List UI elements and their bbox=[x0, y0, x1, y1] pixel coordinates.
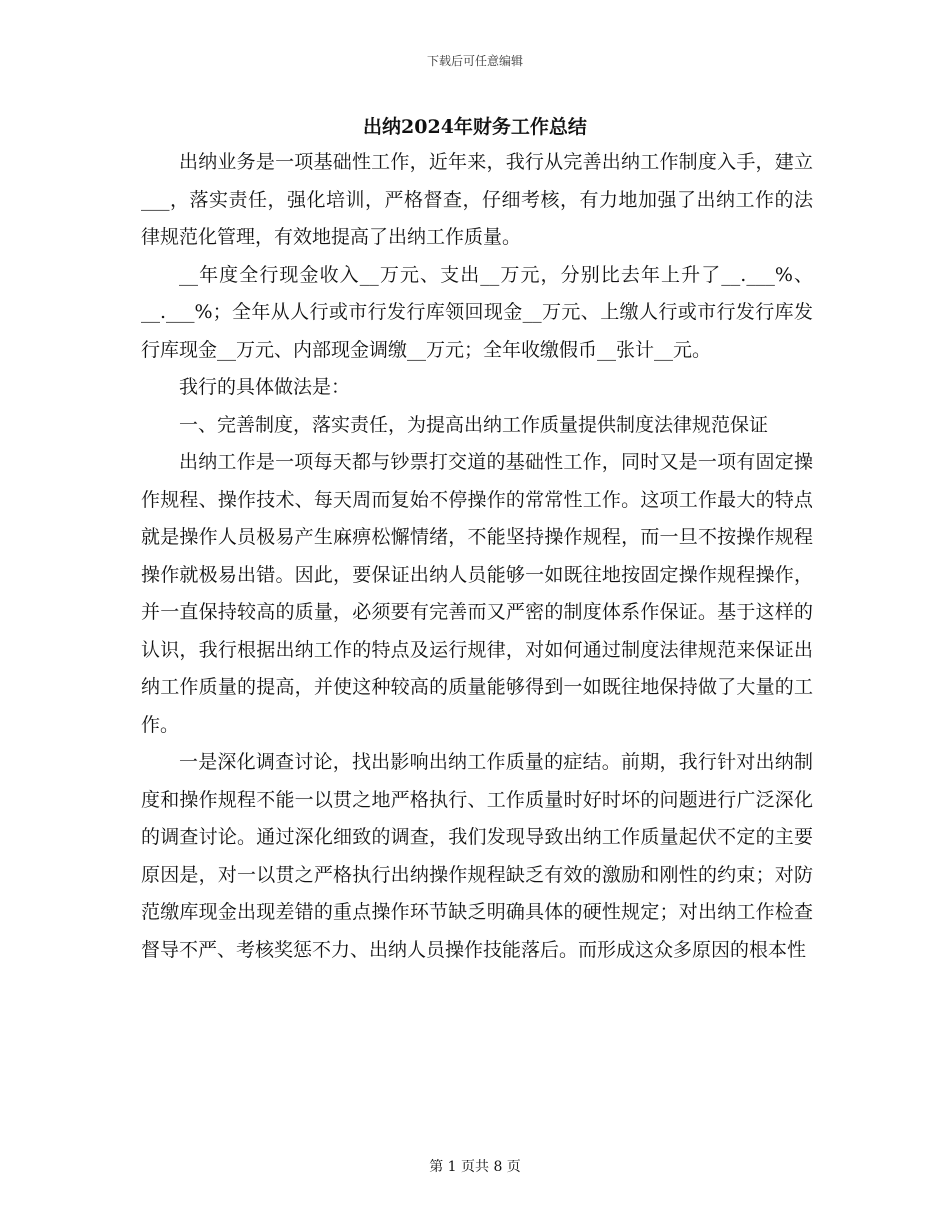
paragraph-statistics: __年度全行现金收入__万元、支出__万元，分别比去年上升了__.___%、__.___%；全年从人行或市行发行库领回现金__万元、上缴人行或市行发行库发行库现金__万元、内部现金调缴__万元；全年收缴假币__张计__元。 bbox=[141, 263, 813, 361]
paragraph-section-1-point-1: 一是深化调查讨论，找出影响出纳工作质量的症结。前期，我行针对出纳制度和操作规程不能一以贯之地严格执行、工作质量时好时坏的问题进行广泛深化的调查讨论。通过深化细致的调查，我们发现导致出纳工作质量起伏不定的主要原因是，对一以贯之严格执行出纳操作规程缺乏有效的激励和刚性的约束；对防范缴库现金出现差错的重点操作环节缺乏明确具体的硬性规定；对出纳工作检查督导不严、考核奖惩不力、出纳人员操作技能落后。而形成这众多原因的根本性 bbox=[141, 751, 813, 961]
paragraph-intro: 出纳业务是一项基础性工作，近年来，我行从完善出纳工作制度入手，建立___，落实责任，强化培训，严格督查，仔细考核，有力地加强了出纳工作的法律规范化管理，有效地提高了出纳工作质量。 bbox=[141, 151, 813, 248]
paragraph-section-1-body: 出纳工作是一项每天都与钞票打交道的基础性工作，同时又是一项有固定操作规程、操作技术、每天周而复始不停操作的常常性工作。这项工作最大的特点就是操作人员极易产生麻痹松懈情绪，不能坚持操作规程，而一旦不按操作规程操作就极易出错。因此，要保证出纳人员能够一如既往地按固定操作规程操作，并一直保持较高的质量，必须要有完善而又严密的制度体系作保证。基于这样的认识，我行根据出纳工作的特点及运行规律，对如何通过制度法律规范来保证出纳工作质量的提高，并使这种较高的质量能够得到一如既往地保持做了大量的工作。 bbox=[141, 451, 813, 736]
paragraph-methods-lead: 我行的具体做法是： bbox=[179, 376, 351, 398]
page-number: 第 1 页共 8 页 bbox=[429, 1159, 521, 1175]
section-heading-1: 一、完善制度，落实责任，为提高出纳工作质量提供制度法律规范保证 bbox=[179, 413, 769, 436]
document-body bbox=[141, 144, 813, 969]
page-header-note: 下载后可任意编辑 bbox=[426, 54, 523, 68]
document-title: 出纳2024年财务工作总结 bbox=[363, 116, 587, 138]
